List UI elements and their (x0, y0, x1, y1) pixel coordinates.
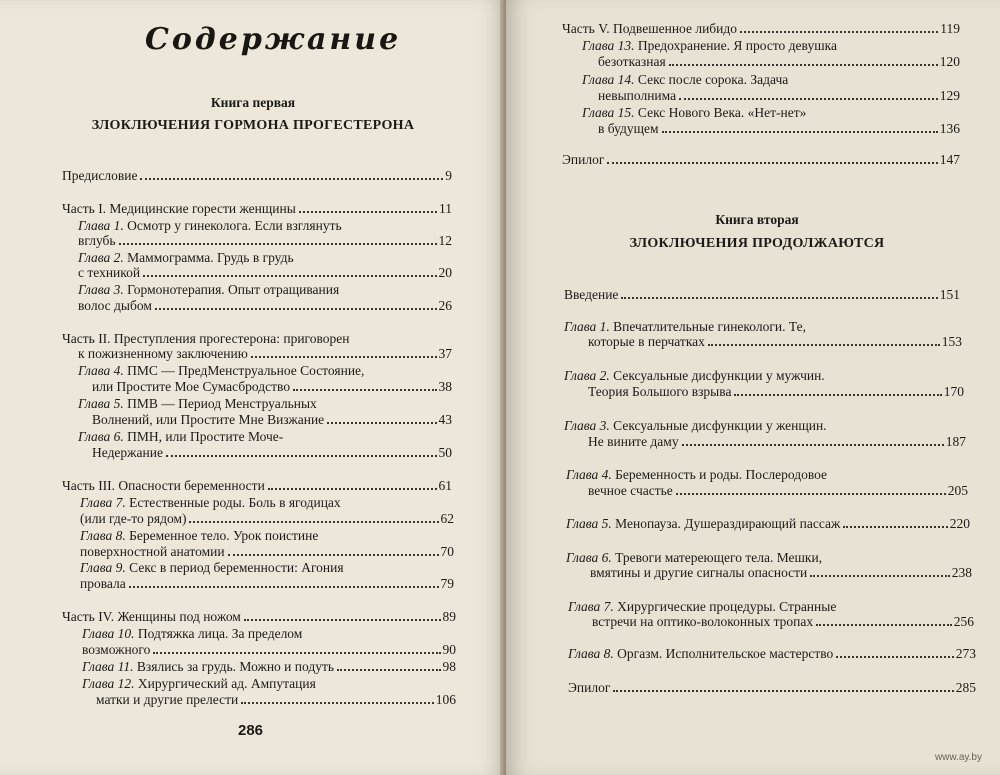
toc-entry-ch14-line1[interactable]: Глава 14. Секс после сорока. Задача (582, 72, 789, 87)
toc-entry-part4[interactable]: Часть IV. Женщины под ножом 89 (62, 609, 456, 624)
toc-entry-ch6-line1[interactable]: Глава 6. ПМН, или Простите Моче- (78, 429, 284, 444)
contents-heading: Содержание (145, 22, 402, 57)
toc-entry-b2-ch3[interactable]: Не вините даму 187 (588, 434, 966, 449)
toc-entry-ch8[interactable]: поверхностной анатомии 70 (80, 544, 454, 559)
book2-label: Книга вторая (715, 212, 799, 227)
toc-entry-ch6[interactable]: Недержание 50 (92, 445, 452, 460)
toc-entry-part3[interactable]: Часть III. Опасности беременности 61 (62, 478, 452, 493)
right-page (506, 0, 1000, 775)
toc-entry-ch3[interactable]: волос дыбом 26 (78, 298, 452, 313)
toc-entry-ch10-line1[interactable]: Глава 10. Подтяжка лица. За пределом (82, 626, 303, 641)
toc-entry-ch1[interactable]: вглубь 12 (78, 233, 452, 248)
toc-entry-b2-ch5[interactable]: Глава 5. Менопауза. Душераздирающий пассаж 220 (566, 516, 970, 531)
toc-entry-b2-ch2[interactable]: Теория Большого взрыва 170 (588, 384, 964, 399)
toc-entry-ch2[interactable]: с техникой 20 (78, 265, 452, 280)
toc-entry-ch12-line1[interactable]: Глава 12. Хирургический ад. Ампутация (82, 676, 316, 691)
toc-entry-ch13[interactable]: безотказная 120 (598, 54, 960, 69)
toc-entry-ch15[interactable]: в будущем 136 (598, 121, 960, 136)
toc-entry-intro[interactable]: Введение 151 (564, 287, 960, 302)
toc-entry-part1[interactable]: Часть I. Медицинские горести женщины 11 (62, 201, 452, 216)
toc-entry-ch5[interactable]: Волнений, или Простите Мне Визжание 43 (92, 412, 452, 427)
toc-entry-b2-epilogue[interactable]: Эпилог 285 (568, 680, 976, 695)
toc-entry-b2-ch4-line1[interactable]: Глава 4. Беременность и роды. Послеродовое (566, 467, 828, 482)
page-number: 286 (238, 722, 264, 739)
toc-entry-epilogue1[interactable]: Эпилог 147 (562, 152, 960, 167)
toc-entry-ch2-line1[interactable]: Глава 2. Маммограмма. Грудь в грудь (78, 250, 294, 265)
toc-entry-ch4-line1[interactable]: Глава 4. ПМС — ПредМенструальное Состояние, (78, 363, 365, 378)
toc-entry-b2-ch8[interactable]: Глава 8. Оргазм. Исполнительское мастерство 273 (568, 646, 976, 661)
toc-entry-ch15-line1[interactable]: Глава 15. Секс Нового Века. «Нет-нет» (582, 105, 807, 120)
book1-label: Книга первая (210, 95, 296, 110)
toc-entry-ch10[interactable]: возможного 90 (82, 642, 456, 657)
toc-entry-part2-line1[interactable]: Часть II. Преступления прогестерона: приговорен (62, 331, 350, 346)
toc-entry-ch3-line1[interactable]: Глава 3. Гормонотерапия. Опыт отращивания (78, 282, 340, 297)
toc-entry-b2-ch4[interactable]: вечное счастье 205 (588, 483, 968, 498)
toc-entry-b2-ch1-line1[interactable]: Глава 1. Впечатлительные гинекологи. Те, (564, 319, 806, 334)
toc-entry-ch14[interactable]: невыполнима 129 (598, 88, 960, 103)
toc-entry-b2-ch1[interactable]: которые в перчатках 153 (588, 334, 962, 349)
toc-entry-ch9-line1[interactable]: Глава 9. Секс в период беременности: Агония (80, 560, 344, 575)
book1-title: ЗЛОКЛЮЧЕНИЯ ГОРМОНА ПРОГЕСТЕРОНА (91, 118, 415, 133)
toc-entry-ch8-line1[interactable]: Глава 8. Беременное тело. Урок поистине (80, 528, 319, 543)
toc-entry-ch1-line1[interactable]: Глава 1. Осмотр у гинеколога. Если взглянуть (78, 218, 342, 233)
toc-entry-b2-ch6[interactable]: вмятины и другие сигналы опасности 238 (590, 565, 972, 580)
toc-entry-ch7[interactable]: (или где-то рядом) 62 (80, 511, 454, 526)
toc-entry-b2-ch2-line1[interactable]: Глава 2. Сексуальные дисфункции у мужчин. (564, 368, 825, 383)
watermark: www.ay.by (934, 752, 982, 763)
toc-entry-ch5-line1[interactable]: Глава 5. ПМВ — Период Менструальных (78, 396, 317, 411)
toc-entry-b2-ch7[interactable]: встречи на оптико-волоконных тропах 256 (592, 614, 974, 629)
toc-entry-preface[interactable]: Предисловие 9 (62, 168, 452, 183)
toc-entry-part2[interactable]: к пожизненному заключению 37 (78, 346, 452, 361)
toc-entry-part5[interactable]: Часть V. Подвешенное либидо 119 (562, 21, 960, 36)
toc-entry-b2-ch6-line1[interactable]: Глава 6. Тревоги матереющего тела. Мешки, (566, 550, 823, 565)
book2-title: ЗЛОКЛЮЧЕНИЯ ПРОДОЛЖАЮТСЯ (629, 236, 885, 251)
toc-entry-ch7-line1[interactable]: Глава 7. Естественные роды. Боль в ягодицах (80, 495, 341, 510)
toc-entry-ch11[interactable]: Глава 11. Взялись за грудь. Можно и подуть 98 (82, 659, 456, 674)
toc-entry-ch9[interactable]: провала 79 (80, 576, 454, 591)
toc-entry-b2-ch7-line1[interactable]: Глава 7. Хирургические процедуры. Странные (568, 599, 837, 614)
toc-entry-ch13-line1[interactable]: Глава 13. Предохранение. Я просто девушка (582, 38, 837, 53)
toc-entry-b2-ch3-line1[interactable]: Глава 3. Сексуальные дисфункции у женщин. (564, 418, 827, 433)
toc-entry-ch12[interactable]: матки и другие прелести 106 (96, 692, 456, 707)
toc-entry-ch4[interactable]: или Простите Мое Сумасбродство 38 (92, 379, 452, 394)
